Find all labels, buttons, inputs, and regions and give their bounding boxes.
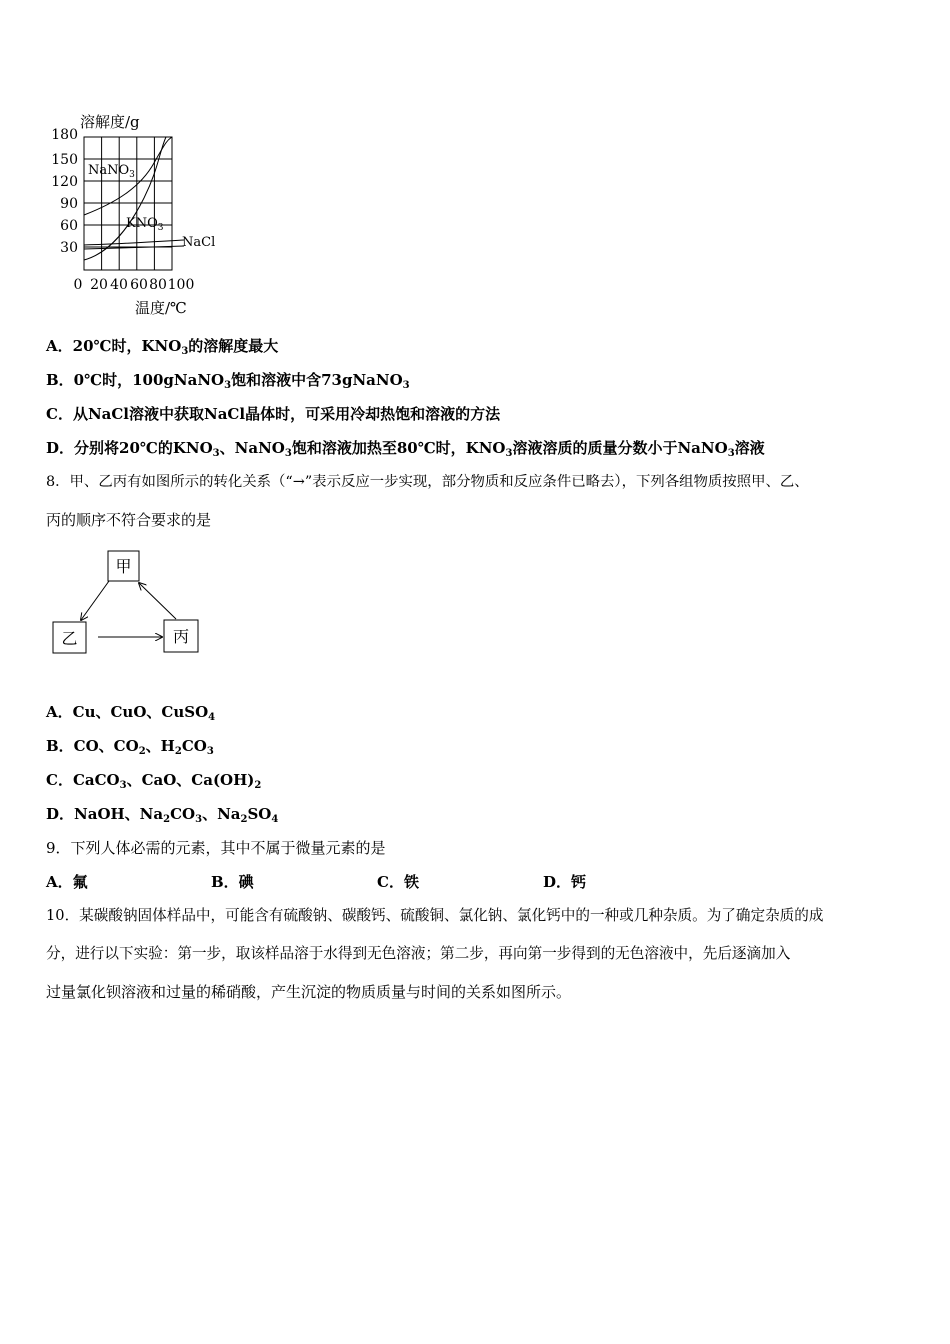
q8-option-b[interactable]: B．CO、$CO_2$、$H_2CO_3$	[46, 737, 214, 757]
q8-option-d[interactable]: D．NaOH、$Na_2CO_3$、$Na_2SO_4$	[46, 805, 279, 825]
solubility-graph	[40, 108, 230, 320]
q8-stem-line2: 丙的顺序不符合要求的是	[46, 511, 212, 529]
xtick: 40	[110, 277, 128, 293]
graph-grid	[84, 137, 172, 270]
box-bing-label: 丙	[172, 627, 190, 646]
q10-stem-line3: 过量氯化钡溶液和过量的稀硝酸，产生沉淀的物质质量与时间的关系如图所示。	[46, 983, 572, 1001]
conversion-diagram	[46, 545, 206, 660]
box-jia-label: 甲	[115, 557, 132, 576]
xtick: 100	[167, 277, 195, 293]
q9-option-b[interactable]: B．碘	[211, 873, 254, 891]
xtick: 60	[130, 277, 148, 293]
q7-option-c[interactable]: C．从NaCl溶液中获取NaCl晶体时，可采用冷却热饱和溶液的方法	[46, 405, 501, 423]
q7-option-b[interactable]: B．0℃时，100gNaNO$_3$饱和溶液中含73gNaNO$_3$	[46, 371, 410, 391]
label-kno3: $KNO_3$	[126, 216, 164, 233]
q9-option-a[interactable]: A．氟	[46, 873, 88, 891]
nacl-curve	[84, 240, 184, 245]
ytick: 30	[60, 240, 78, 256]
q8-option-c[interactable]: C．CaCO$_3$、CaO、$Ca(OH)_2$	[46, 771, 262, 791]
ytick: 150	[51, 152, 78, 168]
xtick: 20	[90, 277, 108, 293]
ytick: 90	[60, 196, 78, 212]
q10-stem-line2: 分，进行以下实验：第一步，取该样品溶于水得到无色溶液；第二步，再向第一步得到的无色溶液中，先后逐滴加入	[46, 945, 791, 962]
graph-yticks	[51, 127, 78, 256]
graph-curves	[84, 137, 184, 260]
box-yi-label: 乙	[61, 629, 78, 648]
arrow-jia-to-yi	[81, 581, 109, 620]
graph-xticks	[74, 277, 195, 293]
graph-xlabel: 温度/℃	[135, 299, 187, 317]
q7-option-d[interactable]: D．分别将20℃的$KNO_3$、NaNO$_3$饱和溶液加热至80℃时，$KNO_3$溶液溶质的质量分数小于NaNO$_3$溶液	[46, 439, 765, 459]
q10-stem-line1: 10．某碳酸钠固体样品中，可能含有硫酸钠、碳酸钙、硫酸铜、氯化钠、氯化钙中的一种或几种杂质。为了确定杂质的成	[46, 907, 824, 924]
q8-stem-line1: 8．甲、乙丙有如图所示的转化关系（“→”表示反应一步实现，部分物质和反应条件已略去），下列各组物质按照甲、乙、	[46, 474, 809, 490]
xtick: 80	[149, 277, 167, 293]
ytick: 180	[51, 127, 78, 143]
q9-option-d[interactable]: D．钙	[543, 873, 587, 891]
q9-option-c[interactable]: C．铁	[377, 873, 419, 891]
q9-stem: 9．下列人体必需的元素，其中不属于微量元素的是	[46, 839, 386, 857]
q7-option-a[interactable]: A．20℃时，$KNO_3$的溶解度最大	[46, 337, 279, 357]
label-nacl: NaCl	[182, 235, 216, 250]
label-nano3: NaNO$_3$	[88, 163, 135, 180]
graph-ylabel: 溶解度/g	[80, 113, 140, 131]
arrow-bing-to-jia	[139, 583, 176, 619]
ytick: 60	[60, 218, 78, 234]
q8-option-a[interactable]: A．Cu、CuO、CuSO$_4$	[46, 703, 216, 723]
xtick: 0	[73, 277, 83, 293]
ytick: 120	[51, 174, 78, 190]
